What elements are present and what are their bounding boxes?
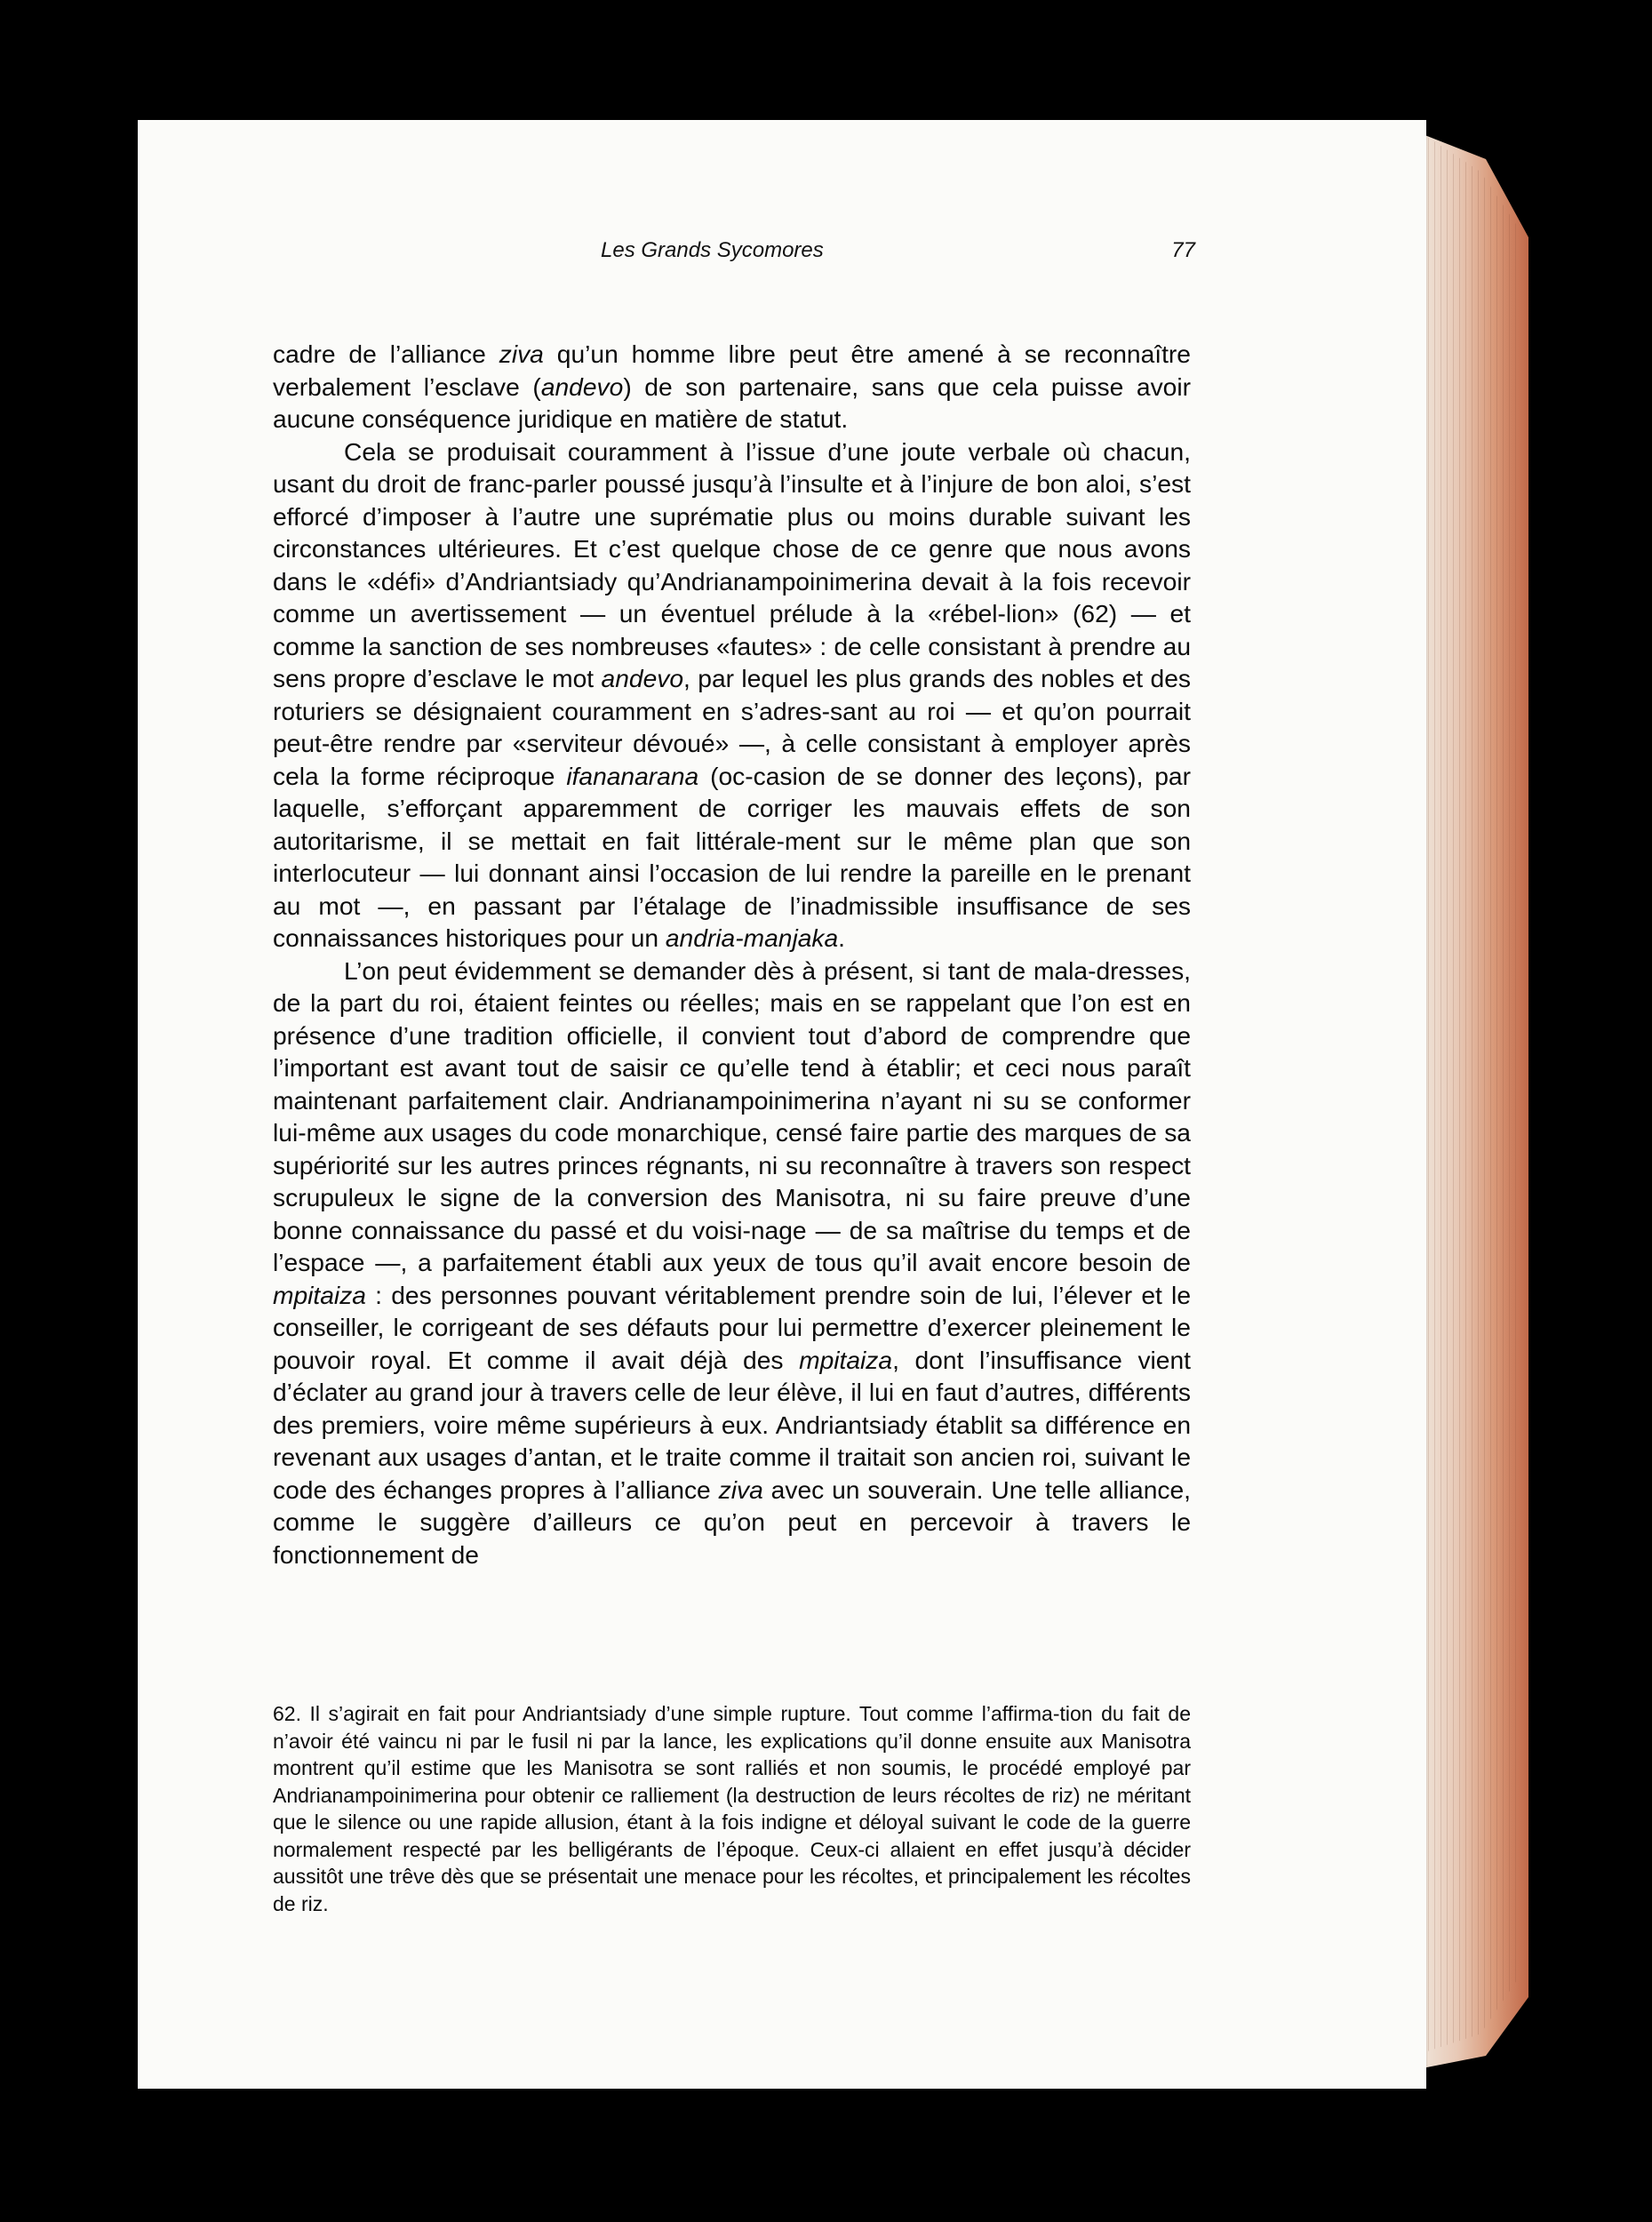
italic-term: ziva	[718, 1475, 763, 1504]
text-run: , dont l’insuffisance vient d’éclater au grand jour à travers celle de leur élève, il lui en faut d’autres, différents des premiers, voire même supérieurs à eux. Andriantsiady établit sa différence en revenant aux usages d’antan, et le traite comme il traitait son ancien roi, suivant le code des échanges propres à l’alliance	[273, 1345, 1191, 1504]
text-run: Cela se produisait couramment à l’issue d’une joute verbale où chacun, usant du droit de franc-parler poussé jusqu’à l’insulte et à l’injure de bon aloi, s’est efforcé d’imposer à l’autre une suprématie plus ou moins durable suivant les circonstances ultérieures. Et c’est quelque chose de ce genre que nous avons dans le «défi» d’Andriantsiady qu’Andrianampoinimerina devait à la fois recevoir comme un avertissement — un éventuel prélude à la «rébel-lion» (62) — et comme la sanction de ses nombreuses «fautes» : de celle consistant à prendre au sens propre d’esclave le mot	[273, 436, 1191, 692]
footnote-62	[273, 1700, 1191, 1917]
italic-term: mpitaiza	[799, 1345, 893, 1374]
text-run: avec un souverain. Une telle alliance, comme le suggère d’ailleurs ce qu’on peut en percevoir à travers le fonctionnement de	[273, 1475, 1191, 1569]
italic-term: andevo	[540, 372, 624, 401]
italic-term: andria-manjaka	[665, 923, 839, 952]
text-run: , par lequel les plus grands des nobles et des roturiers se désignaient couramment en s’adres-sant au roi — et qu’on pourrait peut-être rendre par «serviteur dévoué» —, à celle consistant à employer après cela la forme réciproque	[273, 664, 1191, 790]
paragraph-3	[273, 955, 1191, 1571]
text-run: (oc-casion de se donner des leçons), par laquelle, s’efforçant apparemment de corriger les mauvais effets de son autoritarisme, il se mettait en fait littérale-ment sur le même plan que son interlocuteur — lui donnant ainsi l’occasion de lui rendre la pareille en le prenant au mot —, en passant par l’étalage de l’inadmissible insuffisance de ses connaissances historiques pour un	[273, 761, 1191, 952]
page-number: 77	[1171, 238, 1195, 262]
paragraph-1	[273, 338, 1191, 436]
main-text	[273, 338, 1191, 1571]
italic-term: ziva	[499, 340, 544, 368]
running-header	[138, 238, 1195, 274]
text-run: L’on peut évidemment se demander dès à présent, si tant de mala-dresses, de la part du roi, étaient feintes ou réelles; mais en se rappelant que l’on est en présence d’une tradition officielle, il convient tout d’abord de comprendre que l’important est avant tout de saisir ce qu’elle tend à établir; et ceci nous paraît maintenant parfaitement clair. Andrianampoinimerina n’ayant ni su se conformer lui-même aux usages du code monarchique, censé faire partie des marques de sa supériorité sur les autres princes régnants, ni su reconnaître à travers son respect scrupuleux le signe de la conversion des Manisotra, ni su faire preuve d’une bonne connaissance du passé et du voisi-nage — de sa maîtrise du temps et de l’espace —, a parfaitement établi aux yeux de tous qu’il avait encore besoin de	[273, 955, 1191, 1276]
footnote-text: 62. Il s’agirait en fait pour Andriantsiady d’une simple rupture. Tout comme l’affirma-tion du fait de n’avoir été vaincu ni par le fusil ni par la lance, les explications qu’il donne ensuite aux Manisotra montrent qu’il estime que les Manisotra se sont ralliés et non soumis, le procédé employé par Andrianampoinimerina pour obtenir ce ralliement (la destruction de leurs récoltes de riz) ne méritant que le silence ou une rapide allusion, étant à la fois indigne et déloyal suivant le code de la guerre normalement respecté par les belligérants de l’époque. Ceux-ci allaient en effet jusqu’à décider aussitôt une trêve dès que se présentait une menace pour les récoltes, et principalement les récoltes de riz.	[273, 1702, 1191, 1915]
text-run: cadre de l’alliance	[273, 340, 499, 368]
page-stack-lines	[1422, 133, 1520, 2053]
text-run: ) de son partenaire, sans que cela puisse avoir aucune conséquence juridique en matière de statut.	[273, 372, 1192, 433]
text-run: : des personnes pouvant véritablement prendre soin de lui, l’élever et le conseiller, le corrigeant de ses défauts pour lui permettre d’exercer pleinement le pouvoir royal. Et comme il avait déjà des	[273, 1280, 1191, 1374]
italic-term: mpitaiza	[273, 1280, 366, 1309]
italic-term: ifananarana	[566, 761, 699, 790]
paragraph-2	[273, 436, 1191, 955]
running-title: Les Grands Sycomores	[601, 238, 824, 262]
text-run: qu’un homme libre peut être amené à se reconnaître verbalement l’esclave (	[273, 340, 1191, 401]
text-run: .	[838, 923, 846, 952]
italic-term: andevo	[601, 664, 684, 692]
